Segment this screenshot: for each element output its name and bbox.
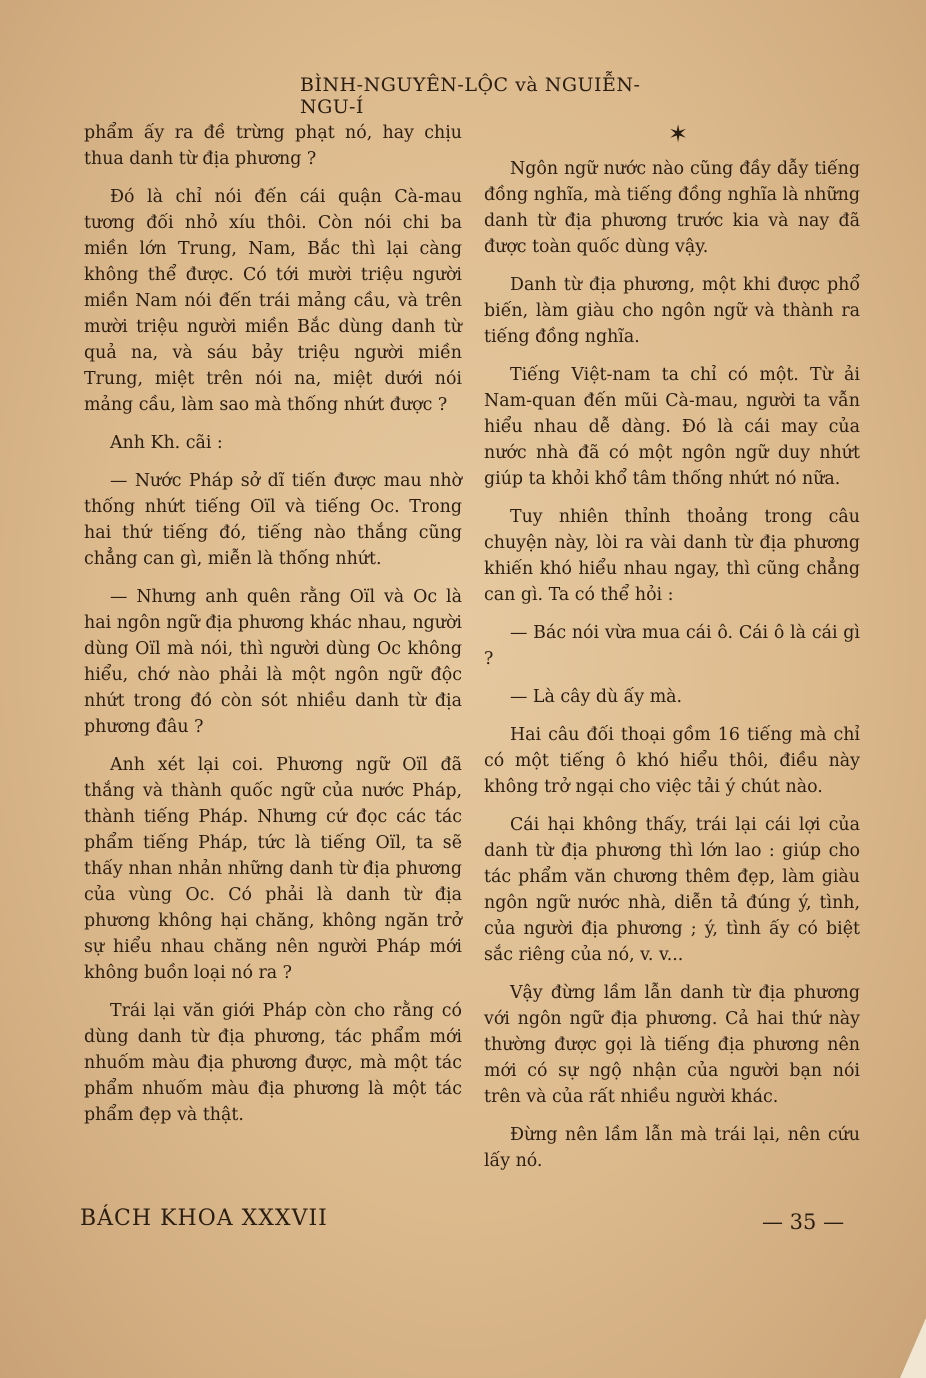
paragraph: Ngôn ngữ nước nào cũng đầy dẫy tiếng đồng nghĩa, mà tiếng đồng nghĩa là những danh từ địa phương trước kia và nay đã được toàn quốc dùng vậy. bbox=[484, 159, 860, 257]
page-number: — 35 — bbox=[762, 1210, 845, 1234]
paragraph: Tuy nhiên thỉnh thoảng trong câu chuyện này, lòi ra vài danh từ địa phương khiến khó hiểu nhau ngay, thì cũng chẳng can gì. Ta có thể hỏi : bbox=[484, 507, 860, 605]
ornament-icon: ✶ bbox=[667, 120, 689, 148]
paragraph: phẩm ấy ra đề trừng phạt nó, hay chịu thua danh từ địa phương ? bbox=[84, 123, 462, 169]
paragraph: Anh xét lại coi. Phương ngữ Oïl đã thắng và thành quốc ngữ của nước Pháp, thành tiếng Pháp. Nhưng cứ đọc các tác phẩm tiếng Pháp, tức là tiếng Oïl, ta sẽ thấy nhan nhản những danh từ địa phương của vùng Oc. Có phải là danh từ địa phương không hại chăng, không ngăn trở sự hiểu nhau chăng nên người Pháp mới không buồn loại nó ra ? bbox=[84, 755, 462, 983]
left-column bbox=[84, 120, 462, 1140]
paragraph: Cái hại không thấy, trái lại cái lợi của danh từ địa phương thì lớn lao : giúp cho tác phẩm văn chương thêm đẹp, làm giàu ngôn ngữ nước nhà, diễn tả đúng ý, tình, của người địa phương ; ý, tình ấy có biệt sắc riêng của nó, v. v... bbox=[484, 815, 860, 965]
paragraph: Danh từ địa phương, một khi được phổ biến, làm giàu cho ngôn ngữ và thành ra tiếng đồng nghĩa. bbox=[484, 275, 860, 347]
paragraph: — Là cây dù ấy mà. bbox=[510, 687, 683, 707]
paragraph: — Nước Pháp sở dĩ tiến được mau nhờ thống nhứt tiếng Oïl và tiếng Oc. Trong hai thứ tiếng đó, tiếng nào thắng cũng chẳng can gì, miễn là thống nhứt. bbox=[84, 471, 462, 569]
paragraph: Vậy đừng lầm lẫn danh từ địa phương với ngôn ngữ địa phương. Cả hai thứ này thường được gọi là tiếng địa phương nên mới có sự ngộ nhận của người bạn nói trên và của rất nhiều người khác. bbox=[484, 983, 860, 1107]
right-column bbox=[484, 120, 860, 1186]
paragraph: — Nhưng anh quên rằng Oïl và Oc là hai ngôn ngữ địa phương khác nhau, người dùng Oïl mà nói, thì người dùng Oc không hiểu, chớ nào phải là một ngôn ngữ độc nhứt trong đó còn sót nhiều danh từ địa phương đâu ? bbox=[84, 587, 462, 737]
publication-name: BÁCH KHOA XXXVII bbox=[80, 1206, 328, 1231]
paragraph: Anh Kh. cãi : bbox=[110, 433, 223, 453]
paragraph: Đó là chỉ nói đến cái quận Cà-mau tương đối nhỏ xíu thôi. Còn nói chi ba miền lớn Trung, Nam, Bắc thì lại càng không thể được. Có tới mười triệu người miền Nam nói đến trái mảng cầu, và trên mười triệu người miền Bắc dùng danh từ quả na, và sáu bảy triệu người miền Trung, miệt trên nói na, miệt dưới nói mảng cầu, làm sao mà thống nhứt được ? bbox=[84, 187, 462, 415]
paragraph: Tiếng Việt-nam ta chỉ có một. Từ ải Nam-quan đến mũi Cà-mau, người ta vẫn hiểu nhau dễ dàng. Đó là cái may của nước nhà đã có một ngôn ngữ duy nhứt giúp ta khỏi khổ tâm thống nhứt nó nữa. bbox=[484, 365, 860, 489]
paragraph: Hai câu đối thoại gồm 16 tiếng mà chỉ có một tiếng ô khó hiểu thôi, điều này không trở ngại cho việc tải ý chút nào. bbox=[484, 725, 860, 797]
paragraph: Trái lại văn giới Pháp còn cho rằng có dùng danh từ địa phương, tác phẩm mới nhuốm màu địa phương được, mà một tác phẩm nhuốm màu địa phương là một tác phẩm đẹp và thật. bbox=[84, 1001, 462, 1125]
right-column-body bbox=[484, 156, 860, 1174]
paragraph: Đừng nên lầm lẫn mà trái lại, nên cứu lấy nó. bbox=[484, 1125, 860, 1171]
running-header: BÌNH-NGUYÊN-LỘC và NGUIỄN-NGU-Í bbox=[300, 74, 641, 118]
paragraph: — Bác nói vừa mua cái ô. Cái ô là cái gì ? bbox=[484, 623, 860, 669]
folded-corner bbox=[900, 1318, 926, 1378]
